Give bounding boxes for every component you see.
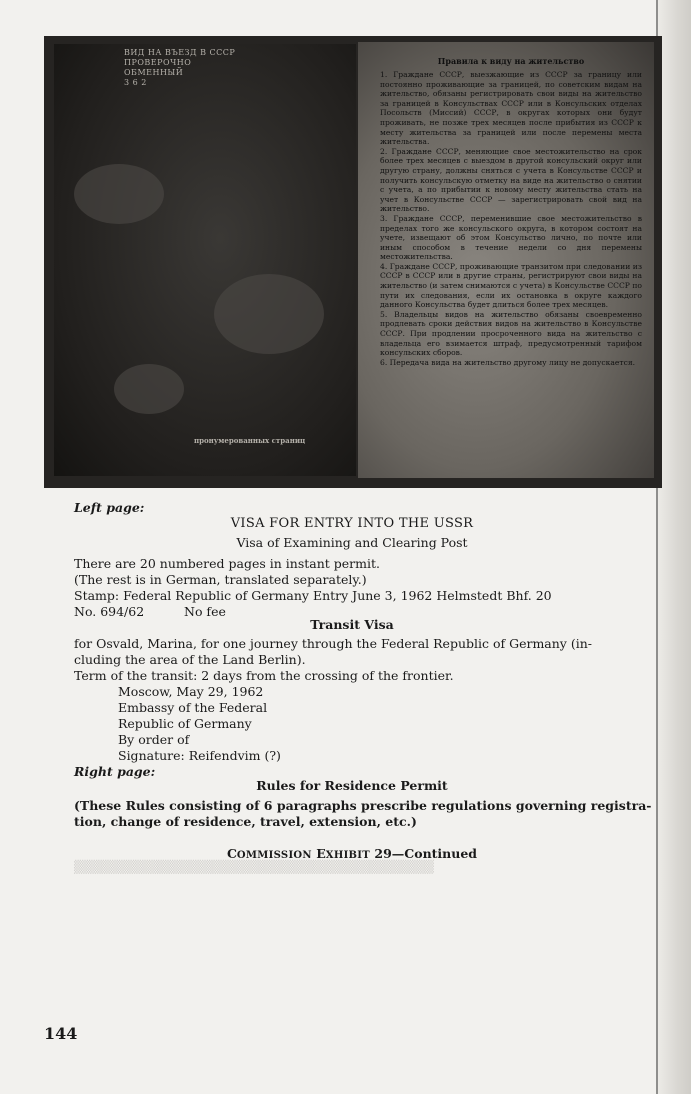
exhibit-e: E [316, 846, 326, 861]
visa-subtitle: Visa of Examining and Clearing Post [236, 535, 468, 550]
rules-paragraph: 3. Граждане СССР, переменившие свое местожительство в пределах того же консульского округа, в котором состоят на учете, извещают об этом Консульство лично, по почте или иным способом в течение недели со дня перемены местожительства. [380, 213, 642, 262]
rules-russian-body [380, 70, 642, 367]
rules-paragraph: 1. Граждане СССР, выезжающие из СССР за границу или постоянно проживающие за границей, по советским видам на жительство, обязаны регистрировать свои виды на жительство за границей в Консульствах СССР или в Консульских отделах Посольств (Миссий) СССР, в округах которых они будут проживать, не позже трех месяцев после прибытия из СССР к месту жительства за границей или после перемены места жительства. [380, 70, 642, 147]
rules-paragraph: 4. Граждане СССР, проживающие транзитом при следовании из СССР в СССР или в другие страны, регистрируют свои виды на жительство (и затем снимаются с учета) в Консульстве СССР по пути их следования, если их остановка в округе каждого данного Консульства будет длиться более трех месяцев. [380, 261, 642, 310]
rules-desc-line-2: tion, change of residence, travel, extension, etc.) [74, 814, 417, 829]
visa-title: VISA FOR ENTRY INTO THE USSR [230, 516, 474, 531]
rules-paragraph: 5. Владельцы видов на жительство обязаны своевременно продлевать сроки действия видов на жительство в Консульстве СССР. При продлении просроченного вида на жительство с владельца его взимается штраф, предусмотренный тарифом консульских сборов. [380, 309, 642, 358]
wear-mark [114, 364, 184, 414]
stamp-line: 3 6 2 [124, 78, 147, 87]
exhibit-caption [74, 846, 630, 861]
transit-term: Term of the transit: 2 days from the crossing of the frontier. [74, 668, 454, 683]
page-number: 144 [44, 1024, 78, 1043]
rules-russian-title: Правила к виду на жительство [437, 56, 585, 66]
passport-photograph [44, 36, 662, 488]
by-order-line: By order of [118, 732, 190, 747]
left-page-label: Left page: [74, 500, 145, 515]
embassy-line-2: Republic of Germany [118, 716, 252, 731]
embassy-line-1: Embassy of the Federal [118, 700, 268, 715]
numbered-pages-line: There are 20 numbered pages in instant permit. [74, 556, 380, 571]
rules-paragraph: 2. Граждане СССР, меняющие свое местожительство на срок более трех месяцев с выездом в другой консульский округ или другую страну, должны сняться с учета в Консульстве СССР и получить консульскую отметку на виде на жительство о снятии с учета, а по прибытии к новому месту жительства стать на учет в Консульстве СССР — зарегистрировать свой вид на жительство. [380, 146, 642, 214]
exhibit-ommission: OMMISSION [236, 850, 312, 861]
wear-mark [74, 164, 164, 224]
passport-left-footer: пронумерованных страниц [194, 436, 306, 445]
stamp-line: ОБМЕННЫЙ [124, 68, 184, 77]
bleed-through-text: ▒▒▒▒▒▒▒▒▒▒▒▒▒▒▒▒▒▒▒▒▒▒▒▒▒▒▒▒▒▒▒▒▒▒▒▒▒▒▒ [74, 860, 434, 874]
exhibit-number: 29—Continued [374, 846, 478, 861]
stamp-line-text: Stamp: Federal Republic of Germany Entry June 3, 1962 Helmstedt Bhf. 20 [74, 588, 552, 603]
wear-mark [214, 274, 324, 354]
page-edge-shadow [658, 0, 691, 1094]
exhibit-c: C [226, 846, 237, 861]
signature-line: Signature: Reifendvim (?) [118, 748, 281, 763]
rest-german-line: (The rest is in German, translated separately.) [74, 572, 367, 587]
passport-right-page [358, 42, 654, 478]
transit-visa-heading: Transit Visa [310, 617, 394, 632]
visa-fee: No fee [184, 604, 226, 619]
passport-left-page [54, 44, 356, 476]
rules-title: Rules for Residence Permit [256, 778, 448, 793]
passport-stamp [124, 48, 274, 88]
right-page-label: Right page: [74, 764, 156, 779]
stamp-line: ВИД НА ВЪЕЗД В СССР [124, 48, 236, 57]
stamp-line: ПРОВЕРОЧНО [124, 58, 192, 67]
rules-desc-line-1: (These Rules consisting of 6 paragraphs prescribe regulations governing registra- [74, 798, 652, 813]
rules-paragraph: 6. Передача вида на жительство другому лицу не допускается. [380, 357, 636, 367]
osvald-line-2: cluding the area of the Land Berlin). [74, 652, 306, 667]
moscow-date: Moscow, May 29, 1962 [118, 684, 264, 699]
exhibit-xhibit: XHIBIT [325, 850, 371, 861]
osvald-line-1: for Osvald, Marina, for one journey through the Federal Republic of Germany (in- [74, 636, 592, 651]
visa-number: No. 694/62 [74, 604, 145, 619]
